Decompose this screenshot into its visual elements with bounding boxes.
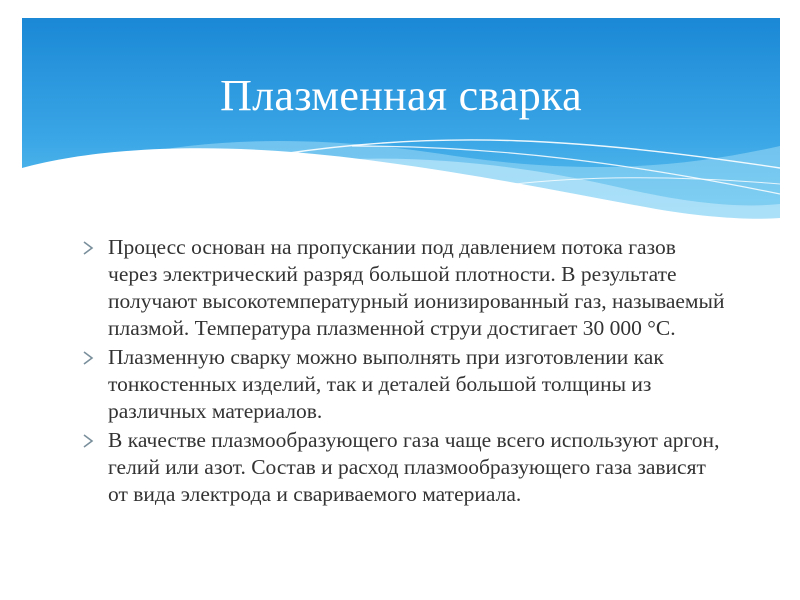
- bullet-text: Процесс основан на пропускании под давлением потока газов через электрический разряд большой плотности. В результате получают высокотемпературный ионизированный газ, называемый плазмой. Температура плазменной струи достигает 30 000 °С.: [108, 235, 725, 340]
- slide-header: [22, 18, 780, 238]
- chevron-right-icon: [80, 234, 102, 261]
- bullet-text: В качестве плазмообразующего газа чаще всего используют аргон, гелий или азот. Состав и расход плазмообразующего газа зависят от вида электрода и свариваемого материала.: [108, 428, 720, 506]
- chevron-right-icon: [80, 427, 102, 454]
- slide: [22, 18, 780, 600]
- slide-title: Плазменная сварка: [220, 71, 582, 120]
- bullet-item: [80, 344, 730, 425]
- bullet-item: [80, 427, 730, 508]
- bullet-item: [80, 234, 730, 342]
- chevron-right-icon: [80, 344, 102, 371]
- bullet-text: Плазменную сварку можно выполнять при изготовлении как тонкостенных изделий, так и деталей большой толщины из различных материалов.: [108, 345, 664, 423]
- bullet-list: [80, 234, 730, 510]
- wave-background: [22, 18, 780, 238]
